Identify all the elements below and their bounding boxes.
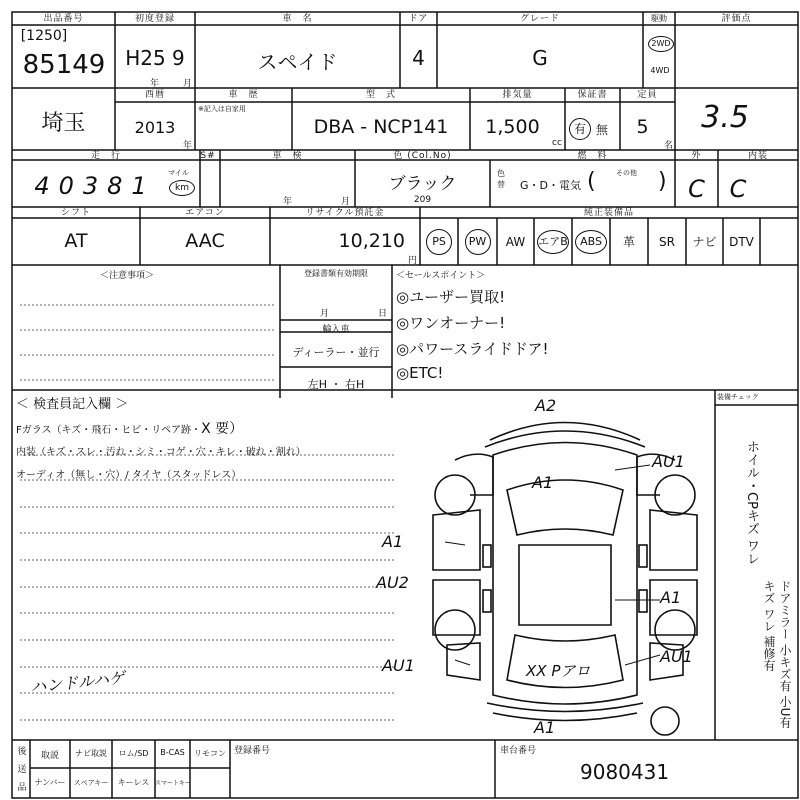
footer-item-navi-manual: ナビ取説 [75,749,107,758]
back-label-1: 後 [17,747,27,757]
caution-header: ＜注意事項＞ [100,271,155,281]
wheel-check-text: ホイル・CPキズ ワレ [744,440,759,566]
model-value: スペイド [257,50,338,74]
grade-value: G [532,46,548,70]
chassis-header: 車台番号 [500,746,537,756]
year-header: 西暦 [144,90,165,100]
shaken-month: 月 [341,197,351,207]
color-header: 色 (Col.No) [393,151,452,161]
first-reg-value: H25 9 [125,46,185,70]
sales-point-2: ◎ワンオーナー! [396,314,506,332]
displacement-unit: cc [552,138,562,148]
fuel-bracket-open: ( [587,169,596,194]
handwritten-note: ハンドルハゲ [29,668,126,697]
displacement-header: 排気量 [502,90,533,100]
score-header: 評価点 [721,14,752,24]
reg-number-header: 登録番号 [234,746,271,756]
equip-pw: PW [458,218,497,265]
footer-item-smart-key: スマートキー [155,780,191,787]
warranty-no: 無 [596,123,609,137]
mark-left-front-door: A1 [382,532,404,551]
exterior-value: C [688,175,705,203]
footer-item-rom-sd: ロム/SD [118,749,149,758]
inspector-line-audio: オーディオ（無し・穴）/ タイヤ（スタッドレス） [16,470,242,481]
chassis-value: 9080431 [580,760,670,784]
shaken-year: 年 [283,197,293,207]
color-code: 209 [413,195,432,205]
equip-airbag: エアB [534,218,572,265]
sales-point-4: ◎ETC! [396,364,444,382]
lot-code: [1250] [20,28,68,44]
mileage-header: 走 行 [90,151,121,161]
ac-header: エアコン [185,208,225,218]
import-header: 輸入車 [322,325,350,335]
lot-number: 85149 [22,50,106,80]
first-reg-month-unit: 月 [183,79,193,89]
year-value: 2013 [134,118,176,137]
drive-2wd-circled: 2WD [648,36,674,52]
shaken-header: 車 検 [272,151,303,161]
score-value: 3.5 [701,100,749,135]
footer-item-manual: 取説 [40,751,59,761]
ac-value: AAC [185,230,225,252]
model-header: 車 名 [282,14,313,24]
inspector-line-glass: Fガラス（キズ・飛石・ヒビ・リペア跡・X 要） [16,421,244,437]
back-label-3: 品 [17,783,27,793]
capacity-unit: 名 [664,141,674,151]
inspector-line-interior: 内装（キズ・スレ・汚れ・シミ・コゲ・穴・キレ・破れ・割れ） [16,447,306,458]
displacement-value: 1,500 [485,116,540,138]
sales-point-3: ◎パワースライドドア! [396,340,549,358]
check-label: 装備チェック [717,393,759,401]
equip-header: 純正装備品 [583,208,634,218]
first-reg-year-unit: 年 [150,79,160,89]
back-label-2: 送 [17,765,27,775]
doors-header: ドア [408,14,429,24]
mark-hood: A1 [532,473,554,492]
reg-day: 日 [378,309,388,319]
footer-item-spare-key: スペアキー [73,779,109,787]
exterior-header: 外 [691,151,702,161]
equip-sr: SR [659,234,675,249]
type-header: 型 式 [365,90,396,100]
history-header: 車 歴 [228,90,259,100]
equip-navi: ナビ [692,235,717,249]
mirror-check-text: ドアミラー 小キズ有 小U有 キズ ワレ 補修有 [762,580,792,729]
mark-left-quarter: AU1 [382,656,415,675]
car-damage-diagram [415,395,715,740]
equip-aw: AW [505,234,526,249]
mileage-value: 40381 [34,172,156,200]
recycle-unit: 円 [408,256,418,266]
registration-header: 登録書類有効期限 [304,269,368,278]
footer-item-remote: リモコン [194,749,226,758]
lot-header: 出品番号 [43,14,84,24]
grade-header: グレード [519,14,560,24]
mark-front-bumper: A2 [535,396,557,415]
reg-month: 月 [320,309,330,319]
shift-value: AT [64,230,88,252]
mark-rear-gate: XX Pアロ [526,662,591,680]
footer-item-keyless: キーレス [117,778,150,787]
drive-header: 駆動 [651,14,667,23]
footer-item-plate: ナンバー [34,778,66,787]
warranty-yes-circled: 有 [569,118,591,140]
steering-value: 左H ・ 右H [307,378,365,391]
sales-header: ＜セールスポイント＞ [396,271,486,281]
shift-header: シフト [60,208,91,218]
fuel-other: その他 [616,169,637,177]
fuel-value: G・D・電気 [520,179,581,192]
capacity-value: 5 [636,116,649,138]
import-value: ディーラー・並行 [292,346,380,359]
mark-rear-bumper: A1 [534,718,556,737]
mark-right-quarter: AU1 [660,647,693,666]
drive-4wd: 4WD [650,66,670,75]
mileage-unit-mile: マイル [168,169,189,177]
recycle-value: 10,210 [338,230,405,252]
type-value: DBA - NCP141 [313,116,449,138]
equip-abs: ABS [572,218,610,265]
equip-ps: PS [420,218,458,265]
interior-header: 内装 [747,151,768,161]
inspector-header: ＜ 検査員記入欄 ＞ [16,397,129,412]
fuel-header: 燃 料 [577,151,608,161]
year-unit: 年 [183,141,193,151]
first-reg-header: 初度登録 [134,14,175,24]
interior-value: C [729,175,747,203]
region-value: 埼玉 [41,111,86,136]
footer-item-bcas: B-CAS [160,748,185,757]
mileage-unit-km-circled: km [169,180,195,196]
equip-dtv: DTV [729,234,754,249]
doors-value: 4 [412,46,425,70]
history-note: ※記入は自家用 [198,105,246,113]
mark-left-rear-door: AU2 [376,573,409,592]
fuel-bracket-close: ) [658,169,667,194]
sales-point-1: ◎ユーザー買取! [396,288,506,306]
s-header: S# [200,151,216,161]
capacity-header: 定員 [637,90,658,100]
equip-leather: 革 [622,235,635,249]
mark-right-front-fender: AU1 [652,452,685,471]
recycle-header: リサイクル預託金 [305,208,385,218]
warranty-header: 保証書 [577,90,608,100]
colorchange-label: 色替 [497,169,505,189]
mark-right-rear-door: A1 [660,588,682,607]
color-value: ブラック [388,174,457,194]
